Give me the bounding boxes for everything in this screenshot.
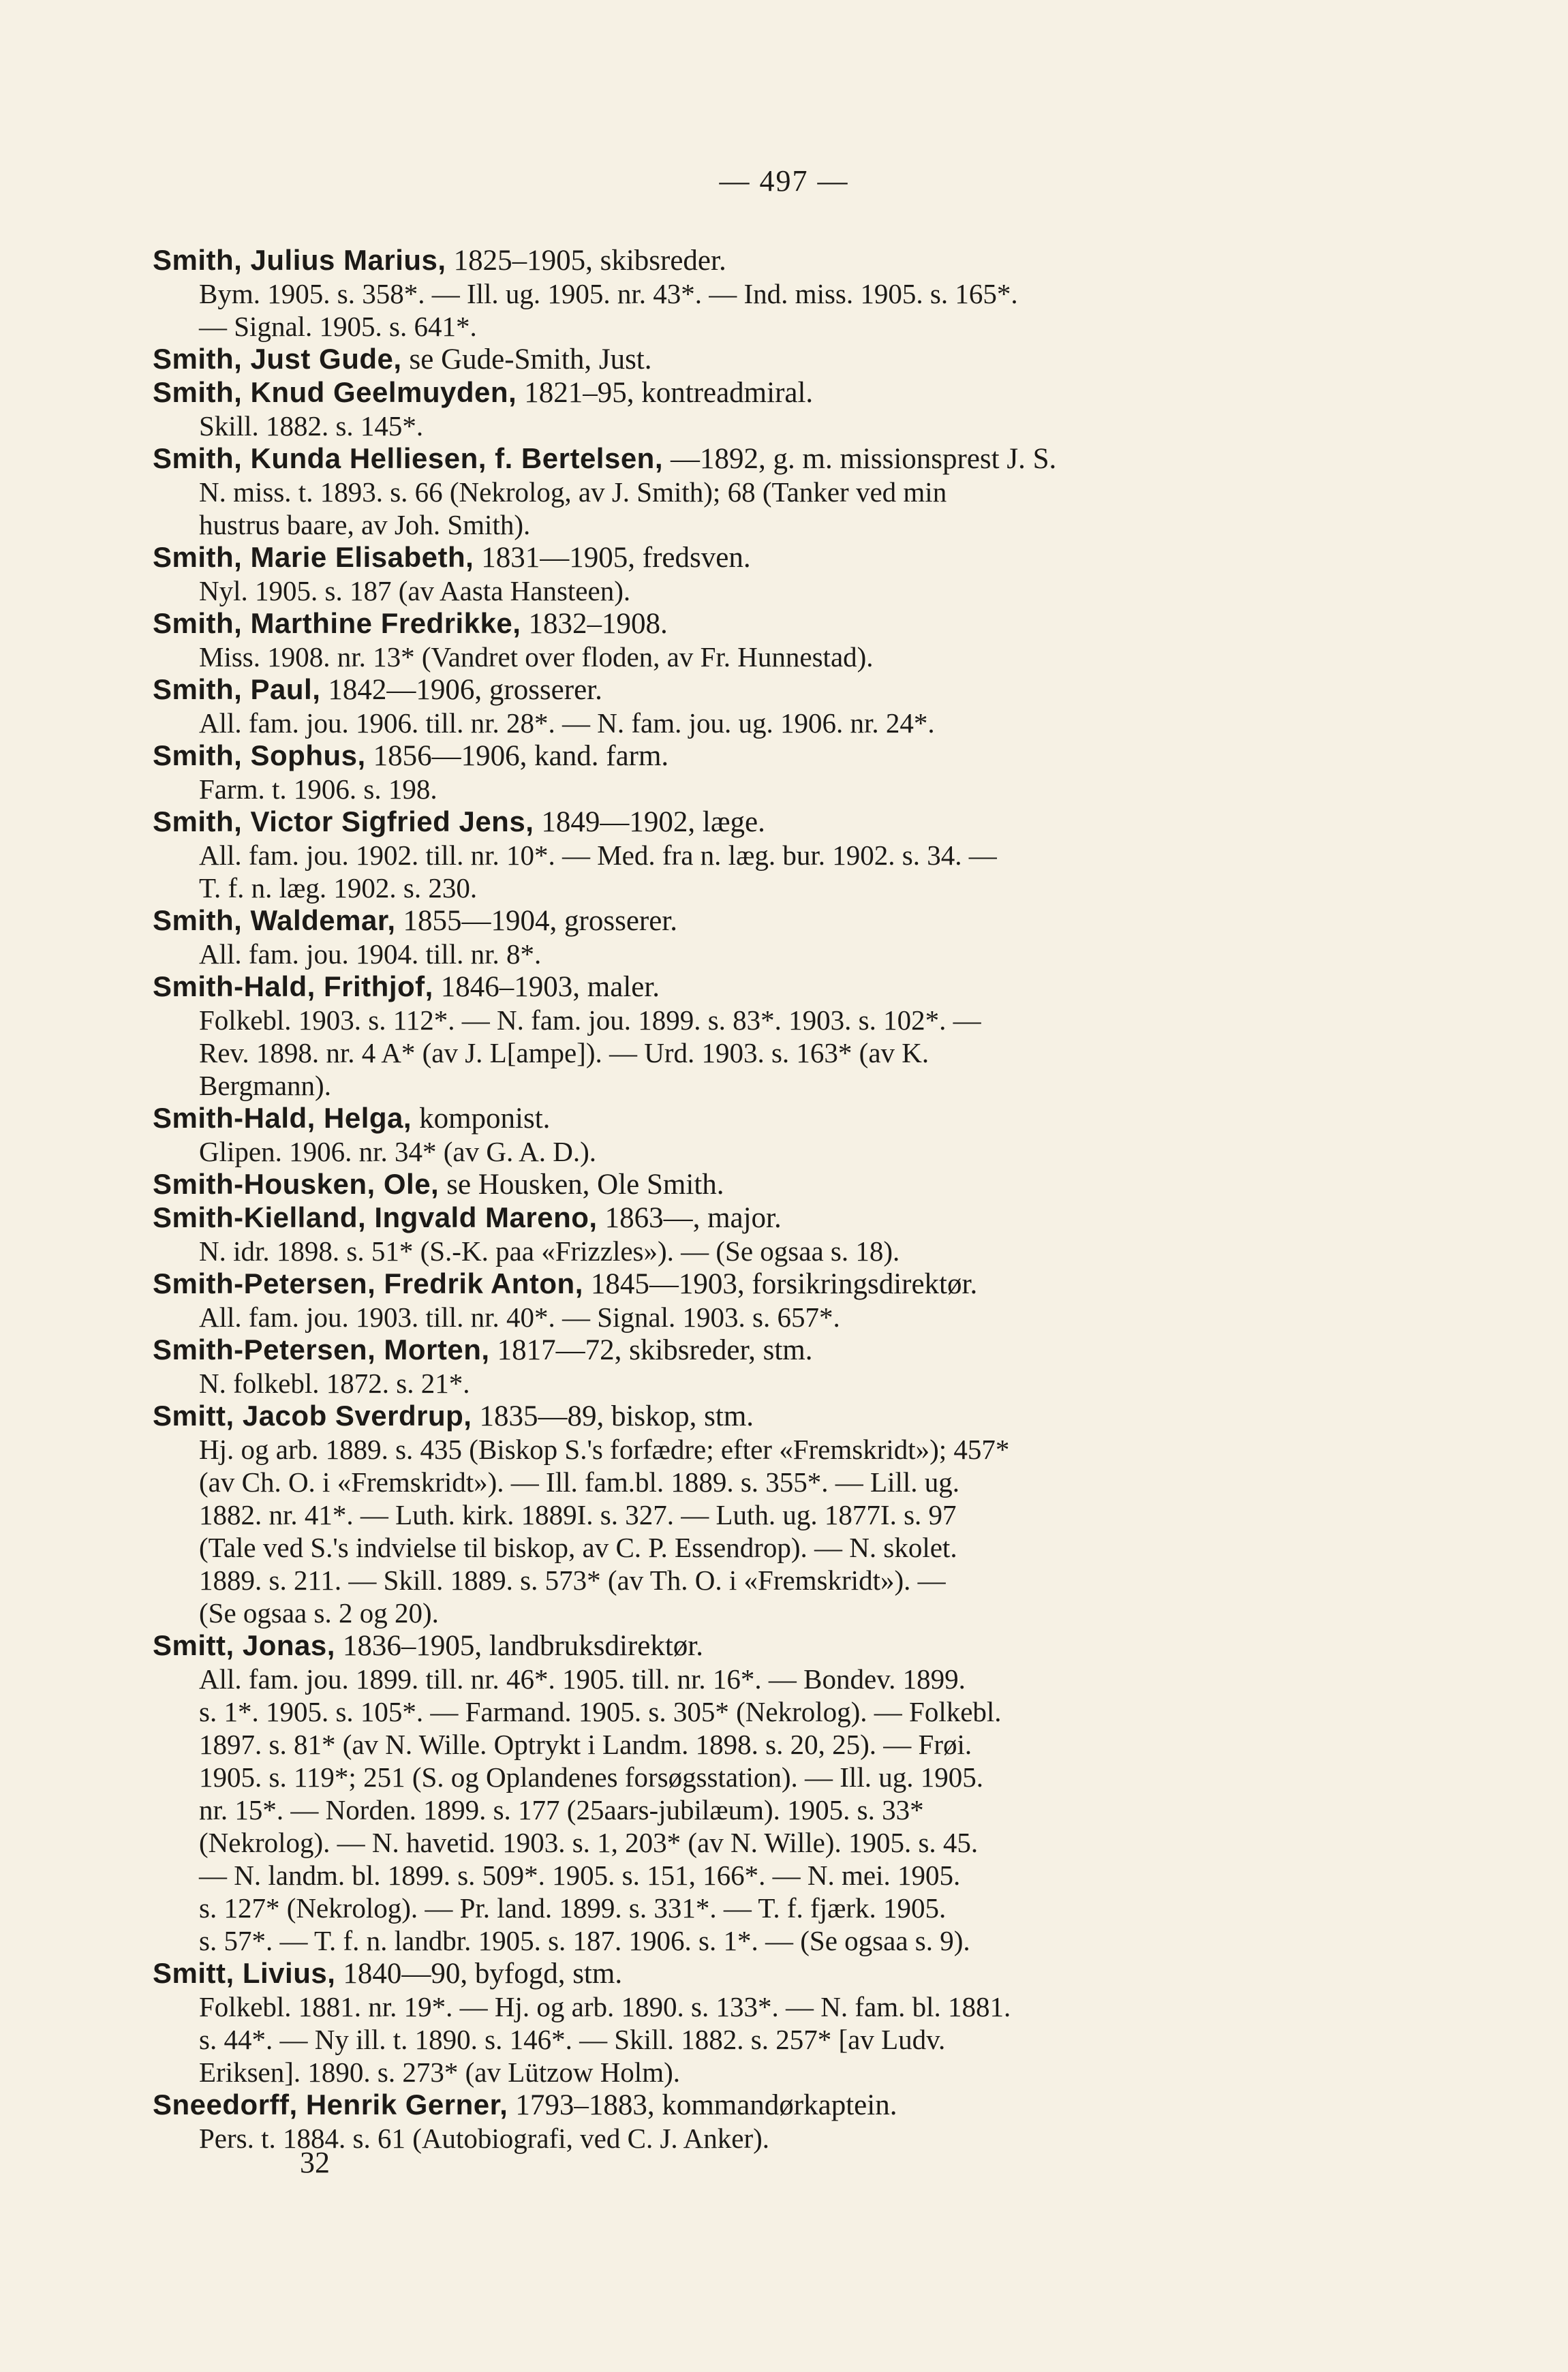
entry-name: Smith, Julius Marius, bbox=[153, 244, 446, 276]
printer-signature-mark: 32 bbox=[300, 2146, 330, 2179]
entry-description: 1845—1903, forsikringsdirektør. bbox=[590, 1268, 978, 1300]
page-number: — 497 — bbox=[719, 164, 849, 198]
entry-name: Smith, Marie Elisabeth, bbox=[153, 541, 474, 573]
entry-references: All. fam. jou. 1903. till. nr. 40*. — Signal. 1903. s. 657*. bbox=[199, 1301, 840, 1333]
entry-references: Folkebl. 1881. nr. 19*. — Hj. og arb. 1890. s. 133*. — N. fam. bl. 1881. s. 44*. — Ny ill. t. 1890. s. 146*. — Skill. 1882. s. 257* [av Ludv. Eriksen]. 1890. s. 273* (av Lützow Holm). bbox=[199, 1991, 1011, 2088]
entry-smith-hald-helga bbox=[153, 1102, 1325, 1168]
entry-name: Smith, Victor Sigfried Jens, bbox=[153, 805, 534, 837]
entry-references: Pers. t. 1884. s. 61 (Autobiografi, ved C. J. Anker). bbox=[199, 2123, 769, 2154]
entry-smith-petersen-fredrik bbox=[153, 1267, 1325, 1334]
entry-references: Miss. 1908. nr. 13* (Vandret over floden, av Fr. Hunnestad). bbox=[199, 641, 874, 673]
entry-name: Smith-Hald, Helga, bbox=[153, 1102, 412, 1134]
entry-description: 1846–1903, maler. bbox=[440, 971, 660, 1003]
entry-references: N. miss. t. 1893. s. 66 (Nekrolog, av J. Smith); 68 (Tanker ved min hustrus baare, av Joh. Smith). bbox=[199, 476, 947, 540]
entry-description: —1892, g. m. missionsprest J. S. bbox=[671, 443, 1057, 475]
entry-description: 1840—90, byfogd, stm. bbox=[343, 1958, 623, 1990]
entry-smith-housken-ole bbox=[153, 1168, 1325, 1201]
entry-references: N. idr. 1898. s. 51* (S.-K. paa «Frizzles»). — (Se ogsaa s. 18). bbox=[199, 1235, 900, 1267]
entry-references: Hj. og arb. 1889. s. 435 (Biskop S.'s forfædre; efter «Fremskridt»); 457* (av Ch. O. i «Fremskridt»). — Ill. fam.bl. 1889. s. 355*. — Lill. ug. 1882. nr. 41*. — Luth. kirk. 1889I. s. 327. — Luth. ug. 1877I. s. 97 (Tale ved S.'s indvielse til biskop, av C. P. Essendrop). — N. skolet. 1889. s. 211. — Skill. 1889. s. 573* (av Th. O. i «Fremskridt»). — (Se ogsaa s. 2 og 20). bbox=[199, 1434, 1010, 1629]
entry-description: 1832–1908. bbox=[528, 608, 668, 640]
entry-list bbox=[153, 244, 1325, 2155]
entry-description: 1863—, major. bbox=[604, 1202, 782, 1234]
entry-description: 1856—1906, kand. farm. bbox=[373, 740, 669, 772]
entry-smitt-jonas bbox=[153, 1629, 1325, 1957]
entry-name: Smith, Marthine Fredrikke, bbox=[153, 607, 521, 639]
entry-name: Smitt, Livius, bbox=[153, 1957, 336, 1989]
entry-smith-kielland-ingvald bbox=[153, 1201, 1325, 1267]
entry-smith-just-gude bbox=[153, 343, 1325, 376]
entry-smitt-jacob-sverdrup bbox=[153, 1400, 1325, 1629]
entry-name: Smith-Kielland, Ingvald Mareno, bbox=[153, 1201, 598, 1233]
entry-name: Smitt, Jacob Sverdrup, bbox=[153, 1400, 472, 1432]
entry-name: Smith-Housken, Ole, bbox=[153, 1168, 440, 1200]
entry-references: All. fam. jou. 1906. till. nr. 28*. — N. fam. jou. ug. 1906. nr. 24*. bbox=[199, 707, 935, 739]
entry-smith-paul bbox=[153, 673, 1325, 739]
entry-smith-julius-marius bbox=[153, 244, 1325, 343]
entry-references: All. fam. jou. 1902. till. nr. 10*. — Med. fra n. læg. bur. 1902. s. 34. — T. f. n. læg. 1902. s. 230. bbox=[199, 840, 997, 904]
entry-name: Smith, Knud Geelmuyden, bbox=[153, 376, 517, 408]
entry-smith-victor-sigfried-jens bbox=[153, 805, 1325, 904]
entry-smith-marie-elisabeth bbox=[153, 541, 1325, 607]
entry-smith-hald-frithjof bbox=[153, 970, 1325, 1102]
entry-references: All. fam. jou. 1904. till. nr. 8*. bbox=[199, 938, 542, 970]
entry-references: Nyl. 1905. s. 187 (av Aasta Hansteen). bbox=[199, 575, 631, 606]
entry-references: Skill. 1882. s. 145*. bbox=[199, 410, 424, 442]
entry-description: 1855—1904, grosserer. bbox=[403, 905, 678, 937]
entry-name: Smitt, Jonas, bbox=[153, 1629, 335, 1661]
entry-description: 1831—1905, fredsven. bbox=[481, 542, 751, 574]
entry-smitt-livius bbox=[153, 1957, 1325, 2089]
entry-references: Glipen. 1906. nr. 34* (av G. A. D.). bbox=[199, 1136, 597, 1167]
entry-description: 1825–1905, skibsreder. bbox=[453, 245, 726, 277]
entry-description: se Gude-Smith, Just. bbox=[409, 343, 652, 375]
entry-description: se Housken, Ole Smith. bbox=[446, 1169, 724, 1201]
entry-name: Smith, Paul, bbox=[153, 673, 321, 705]
entry-name: Smith-Hald, Frithjof, bbox=[153, 970, 433, 1002]
entry-description: 1821–95, kontreadmiral. bbox=[524, 377, 814, 409]
entry-smith-waldemar bbox=[153, 904, 1325, 970]
entry-name: Smith-Petersen, Fredrik Anton, bbox=[153, 1267, 583, 1299]
entry-references: Farm. t. 1906. s. 198. bbox=[199, 773, 437, 805]
entry-description: 1817—72, skibsreder, stm. bbox=[497, 1334, 813, 1366]
entry-references: Bym. 1905. s. 358*. — Ill. ug. 1905. nr. 43*. — Ind. miss. 1905. s. 165*. — Signal. 1905. s. 641*. bbox=[199, 278, 1018, 342]
entry-references: Folkebl. 1903. s. 112*. — N. fam. jou. 1899. s. 83*. 1903. s. 102*. — Rev. 1898. nr. 4 A* (av J. L[ampe]). — Urd. 1903. s. 163* (av K. Bergmann). bbox=[199, 1004, 981, 1101]
entry-smith-kunda-helliesen bbox=[153, 442, 1325, 541]
entry-description: 1842—1906, grosserer. bbox=[328, 674, 602, 706]
entry-name: Smith, Waldemar, bbox=[153, 904, 396, 936]
entry-description: 1836–1905, landbruksdirektør. bbox=[342, 1630, 703, 1662]
entry-description: 1793–1883, kommandørkaptein. bbox=[515, 2089, 897, 2121]
entry-name: Smith-Petersen, Morten, bbox=[153, 1334, 490, 1366]
entry-description: komponist. bbox=[419, 1103, 551, 1135]
entry-name: Sneedorff, Henrik Gerner, bbox=[153, 2089, 508, 2121]
entry-name: Smith, Kunda Helliesen, f. Bertelsen, bbox=[153, 442, 664, 474]
entry-smith-knud-geelmuyden bbox=[153, 376, 1325, 442]
entry-smith-marthine-fredrikke bbox=[153, 607, 1325, 673]
entry-name: Smith, Sophus, bbox=[153, 739, 366, 771]
entry-references: N. folkebl. 1872. s. 21*. bbox=[199, 1368, 470, 1399]
entry-smith-sophus bbox=[153, 739, 1325, 805]
entry-references: All. fam. jou. 1899. till. nr. 46*. 1905. till. nr. 16*. — Bondev. 1899. s. 1*. 1905. s. 105*. — Farmand. 1905. s. 305* (Nekrolog). — Folkebl. 1897. s. 81* (av N. Wille. Optrykt i Landm. 1898. s. 20, 25). — Frøi. 1905. s. 119*; 251 (S. og Oplandenes forsøgsstation). — Ill. ug. 1905. nr. 15*. — Norden. 1899. s. 177 (25aars-jubilæum). 1905. s. 33* (Nekrolog). — N. havetid. 1903. s. 1, 203* (av N. Wille). 1905. s. 45. — N. landm. bl. 1899. s. 509*. 1905. s. 151, 166*. — N. mei. 1905. s. 127* (Nekrolog). — Pr. land. 1899. s. 331*. — T. f. fjærk. 1905. s. 57*. — T. f. n. landbr. 1905. s. 187. 1906. s. 1*. — (Se ogsaa s. 9). bbox=[199, 1663, 1002, 1956]
entry-smith-petersen-morten bbox=[153, 1334, 1325, 1400]
entry-name: Smith, Just Gude, bbox=[153, 343, 402, 375]
entry-description: 1835—89, biskop, stm. bbox=[479, 1400, 754, 1432]
entry-description: 1849—1902, læge. bbox=[541, 806, 765, 838]
